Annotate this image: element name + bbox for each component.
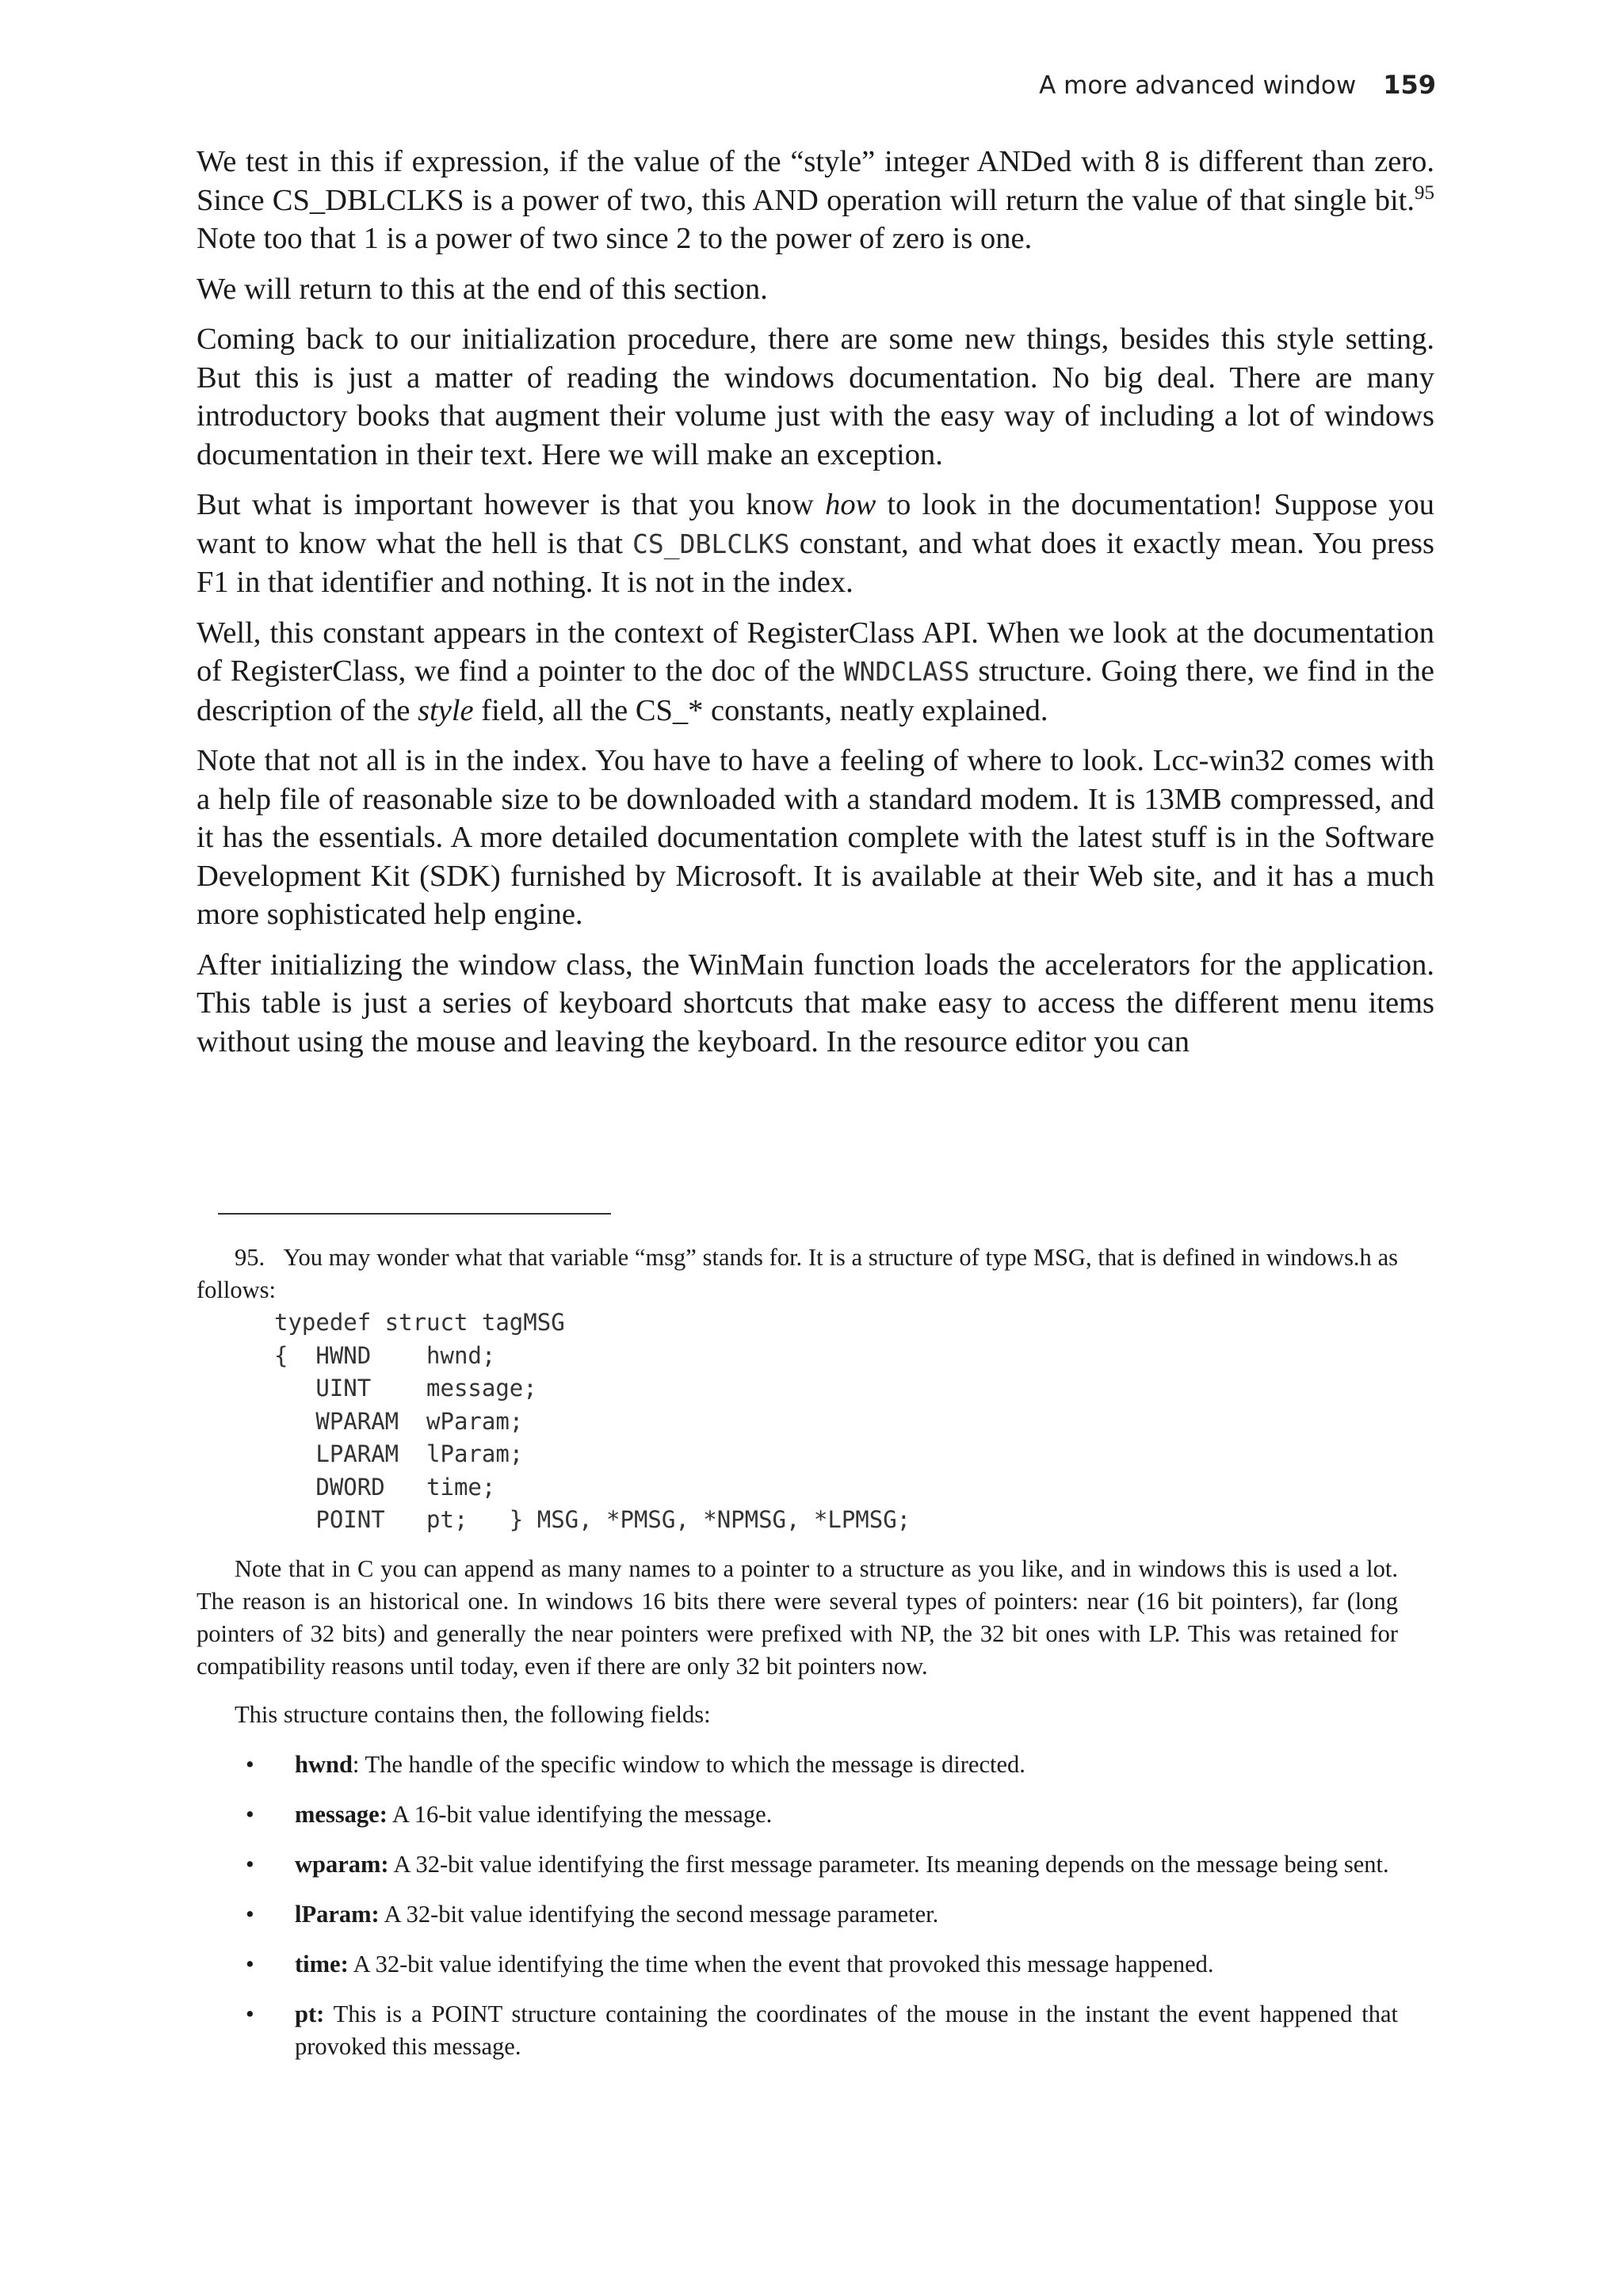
paragraph-4-text-b: to look in the documentation! Suppose you want to know what the hell is that xyxy=(197,488,1434,560)
list-item xyxy=(197,1798,1398,1831)
field-description: A 32-bit value identifying the second message parameter. xyxy=(379,1900,939,1928)
footnote-reference: 95 xyxy=(1415,181,1434,204)
footnote-number: 95. xyxy=(235,1244,265,1271)
footnote-note: Note that in C you can append as many names to a pointer to a structure as you like, and in windows this is used a lot. The reason is an historical one. In windows 16 bits there were several types of pointers: near (16 bit pointers), far (long pointers of 32 bits) and generally the near pointers were prefixed with NP, the 32 bit ones with LP. This was retained for compatibility reasons until today, even if there are only 32 bit pointers now. xyxy=(197,1554,1398,1680)
paragraph-3: Coming back to our initialization procedure, there are some new things, besides this style setting. But this is just a matter of reading the windows documentation. No big deal. There are many introductory books that augment their volume just with the easy way of including a lot of windows documentation in their text. Here we will make an exception. xyxy=(197,322,1434,471)
paragraph-7: After initializing the window class, the WinMain function loads the accelerators for the application. This table is just a series of keyboard shortcuts that make easy to access the different menu items without using the mouse and leaving the keyboard. In the resource editor you can xyxy=(197,948,1434,1058)
list-item xyxy=(197,1998,1398,2063)
field-name: message: xyxy=(295,1800,388,1828)
page-number: 159 xyxy=(1383,70,1436,100)
paragraph-4 xyxy=(197,486,1434,602)
body-text xyxy=(197,143,1434,1073)
bullet-icon: • xyxy=(246,1850,254,1878)
paragraph-1 xyxy=(197,143,1434,258)
bullet-icon: • xyxy=(246,1800,254,1828)
paragraph-1-text-b: Note too that 1 is a power of two since 2 to the power of zero is one. xyxy=(197,222,1033,255)
paragraph-5-text-c: field, all the CS_* constants, neatly explained. xyxy=(473,693,1048,727)
emphasis-style: style xyxy=(418,693,474,727)
field-description: This is a POINT structure containing the coordinates of the mouse in the instant the event happened that provoked this message. xyxy=(295,2000,1398,2060)
field-name: wparam: xyxy=(295,1850,389,1878)
inline-code-wndclass: WNDCLASS xyxy=(843,656,970,687)
field-description: A 32-bit value identifying the first message parameter. Its meaning depends on the message being sent. xyxy=(388,1850,1389,1878)
list-item xyxy=(197,1948,1398,1981)
bullet-icon: • xyxy=(246,1950,254,1978)
emphasis-how: how xyxy=(825,488,876,521)
fields-intro: This structure contains then, the following fields: xyxy=(235,1700,711,1728)
field-name: hwnd xyxy=(295,1750,353,1778)
paragraph-4-text-c: constant, and what does it exactly mean. You press F1 in that identifier and nothing. It is not in the index. xyxy=(197,526,1434,599)
footnote-intro xyxy=(197,1241,1398,1306)
field-description: A 16-bit value identifying the message. xyxy=(387,1800,773,1828)
paragraph-5-text-a: Well, this constant appears in the context of RegisterClass API. When we look at the documentation of RegisterClass, we find a pointer to the doc of the xyxy=(197,616,1434,688)
paragraph-2: We will return to this at the end of this section. xyxy=(197,272,768,306)
running-title: A more advanced window xyxy=(1039,71,1357,100)
list-item xyxy=(197,1749,1398,1781)
code-block-tagmsg: typedef struct tagMSG { HWND hwnd; UINT message; WPARAM wParam; LPARAM lParam; DWORD time; POINT pt; } MSG, *PMSG, *NPMSG, *LPMSG; xyxy=(274,1309,911,1533)
paragraph-6: Note that not all is in the index. You have to have a feeling of where to look. Lcc-win32 comes with a help file of reasonable size to be downloaded with a standard modem. It is 13MB compressed, and it has the essentials. A more detailed documentation complete with the latest stuff is in the Software Development Kit (SDK) furnished by Microsoft. It is available at their Web site, and it has a much more sophisticated help engine. xyxy=(197,744,1434,931)
bullet-icon: • xyxy=(246,1750,254,1778)
field-description: A 32-bit value identifying the time when the event that provoked this message happened. xyxy=(348,1950,1214,1978)
list-item xyxy=(197,1848,1398,1881)
list-item xyxy=(197,1898,1398,1931)
bullet-icon: • xyxy=(246,1900,254,1928)
field-name: pt: xyxy=(295,2000,325,2027)
field-name: lParam: xyxy=(295,1900,380,1928)
paragraph-4-text-a: But what is important however is that you know xyxy=(197,488,826,521)
inline-code-cs-dblclks: CS_DBLCLKS xyxy=(632,528,790,559)
footnote-95 xyxy=(197,1241,1398,2081)
field-list xyxy=(197,1749,1398,2063)
footnote-divider xyxy=(218,1213,611,1215)
running-header xyxy=(1039,70,1436,100)
paragraph-5-text-b: structure. Going there, we find in the description of the xyxy=(197,654,1434,727)
footnote-intro-text: You may wonder what that variable “msg” stands for. It is a structure of type MSG, that is defined in windows.h as follows: xyxy=(197,1244,1399,1303)
paragraph-5 xyxy=(197,614,1434,730)
field-name: time: xyxy=(295,1950,349,1978)
paragraph-1-text-a: We test in this if expression, if the value of the “style” integer ANDed with 8 is different than zero. Since CS_DBLCLKS is a power of two, this AND operation will return the value of that single bit. xyxy=(197,145,1434,217)
field-description: : The handle of the specific window to which the message is directed. xyxy=(352,1750,1025,1778)
bullet-icon: • xyxy=(246,2000,254,2027)
